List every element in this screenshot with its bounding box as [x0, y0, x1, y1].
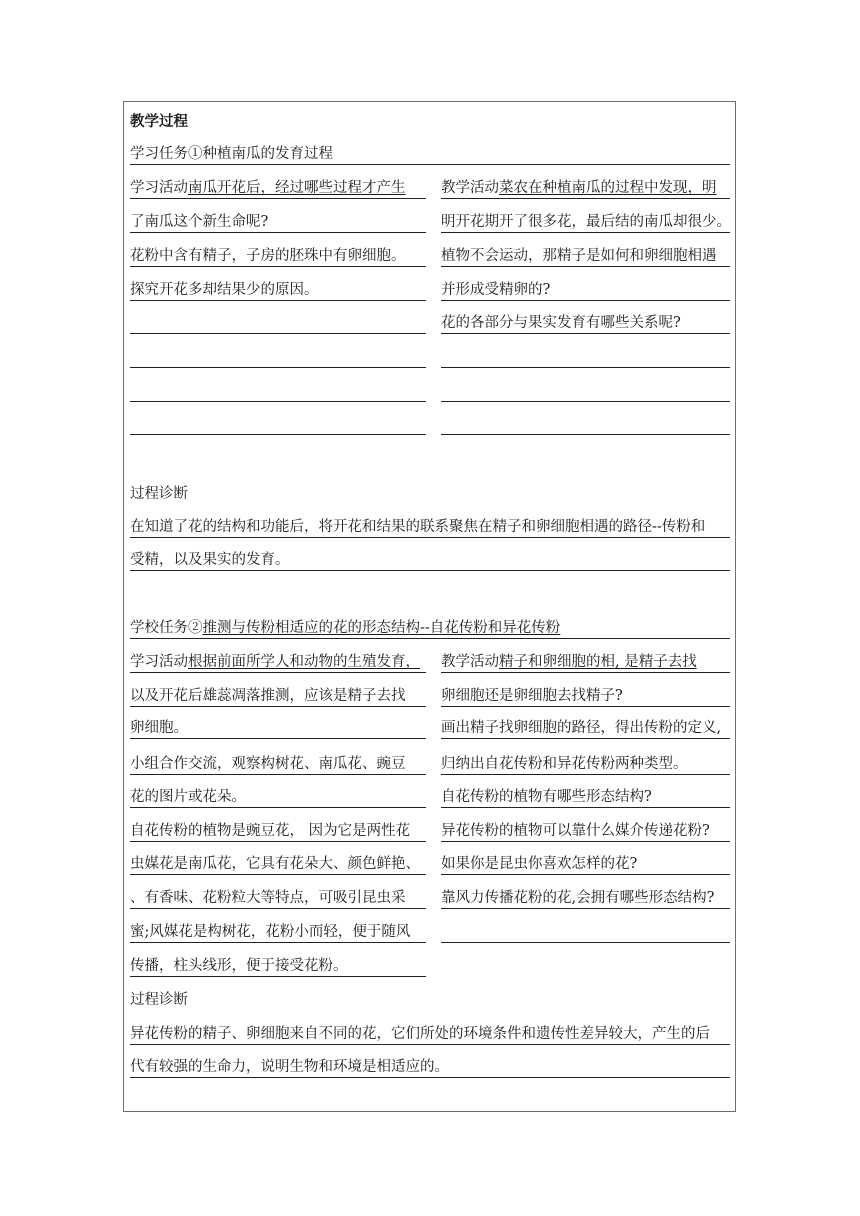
- task1-label: 学习任务①: [130, 146, 203, 162]
- task2-left-prefix: 学习活动: [130, 654, 188, 670]
- task2-diagnosis-line-2: 代有较强的生命力，说明生物和环境是相适应的。: [130, 1057, 730, 1078]
- task1-left-prefix: 学习活动: [130, 180, 188, 196]
- task2-left-line-8: 、有香味、花粉粒大等特点，可吸引昆虫采: [130, 888, 426, 909]
- task2-left-line-10: 传播，柱头线形，便于接受花粉。: [130, 956, 426, 977]
- task2-right-blank-1: [441, 922, 730, 943]
- task2-label: 学校任务②: [130, 620, 203, 636]
- task1-left-blank-4: [130, 414, 426, 435]
- task1-left-blank-1: [130, 313, 426, 334]
- task2-left-l1: 根据前面所学人和动物的生殖发育，: [188, 654, 420, 670]
- task2-right-line-2: 卵细胞还是卵细胞去找精子?: [441, 686, 730, 707]
- task2-right-prefix: 教学活动: [441, 654, 499, 670]
- task2-right-line-3: 画出精子找卵细胞的路径，得出传粉的定义,: [441, 718, 730, 739]
- task2-left-line-1: [130, 652, 426, 673]
- task1-diagnosis-line-1: 在知道了花的结构和功能后，将开花和结果的联系聚焦在精子和卵细胞相遇的路径--传粉和: [130, 517, 730, 538]
- task1-diagnosis-label: 过程诊断: [130, 486, 188, 502]
- section-title: 教学过程: [130, 114, 188, 130]
- task1-title: 种植南瓜的发育过程: [202, 146, 333, 162]
- task2-right-line-4: 归纳出自花传粉和异花传粉两种类型。: [441, 754, 730, 775]
- task1-left-line-4: 探究开花多却结果少的原因。: [130, 280, 426, 301]
- task2-left-line-6: 自花传粉的植物是豌豆花， 因为它是两性花: [130, 821, 426, 842]
- task1-left-line-1: [130, 178, 426, 199]
- task1-right-blank-1: [441, 347, 730, 368]
- task1-right-line-4: 并形成受精卵的?: [441, 280, 730, 301]
- task2-right-line-8: 靠风力传播花粉的花,会拥有哪些形态结构?: [441, 888, 730, 909]
- task1-left-blank-3: [130, 381, 426, 402]
- task1-heading: [130, 144, 730, 165]
- task1-left-line-2: 了南瓜这个新生命呢?: [130, 212, 426, 233]
- task1-left-line-3: 花粉中含有精子，子房的胚珠中有卵细胞。: [130, 246, 426, 267]
- task1-right-line-1: [441, 178, 730, 199]
- task2-left-line-3: 卵细胞。: [130, 718, 426, 739]
- task2-left-line-9: 蜜;风媒花是构树花，花粉小而轻，便于随风: [130, 922, 426, 943]
- task2-title: 推测与传粉相适应的花的形态结构--自花传粉和异花传粉: [202, 620, 561, 636]
- task2-diagnosis-line-1: 异花传粉的精子、卵细胞来自不同的花，它们所处的环境条件和遗传性差异较大，产生的后: [130, 1024, 730, 1045]
- task2-left-line-5: 花的图片或花朵。: [130, 787, 426, 808]
- task2-right-r1: 精子和卵细胞的相, 是精子去找: [499, 654, 697, 670]
- task1-right-line-3: 植物不会运动，那精子是如何和卵细胞相遇: [441, 246, 730, 267]
- task1-right-line-5: 花的各部分与果实发育有哪些关系呢?: [441, 313, 730, 334]
- task1-diagnosis-line-2: 受精，以及果实的发育。: [130, 550, 730, 571]
- task1-right-blank-2: [441, 381, 730, 402]
- task2-left-line-7: 虫媒花是南瓜花，它具有花朵大、颜色鲜艳、: [130, 854, 426, 875]
- task1-right-prefix: 教学活动: [441, 180, 499, 196]
- task1-right-blank-3: [441, 414, 730, 435]
- task1-left-q1a: 南瓜开花后，经过哪些过程才产生: [188, 180, 406, 196]
- task2-right-line-6: 异花传粉的植物可以靠什么媒介传递花粉?: [441, 821, 730, 842]
- task2-heading: [130, 618, 730, 639]
- task2-left-line-2: 以及开花后雄蕊凋落推测，应该是精子去找: [130, 686, 426, 707]
- task2-right-line-1: [441, 652, 730, 673]
- task1-right-line-2: 明开花期开了很多花，最后结的南瓜却很少。: [441, 212, 730, 233]
- task2-left-line-4: 小组合作交流，观察构树花、南瓜花、豌豆: [130, 754, 426, 775]
- task1-left-blank-2: [130, 347, 426, 368]
- task2-diagnosis-label: 过程诊断: [130, 992, 188, 1008]
- task1-right-t1a: 菜农在种植南瓜的过程中发现，明: [499, 180, 717, 196]
- task2-right-line-7: 如果你是昆虫你喜欢怎样的花?: [441, 854, 730, 875]
- task2-right-line-5: 自花传粉的植物有哪些形态结构?: [441, 787, 730, 808]
